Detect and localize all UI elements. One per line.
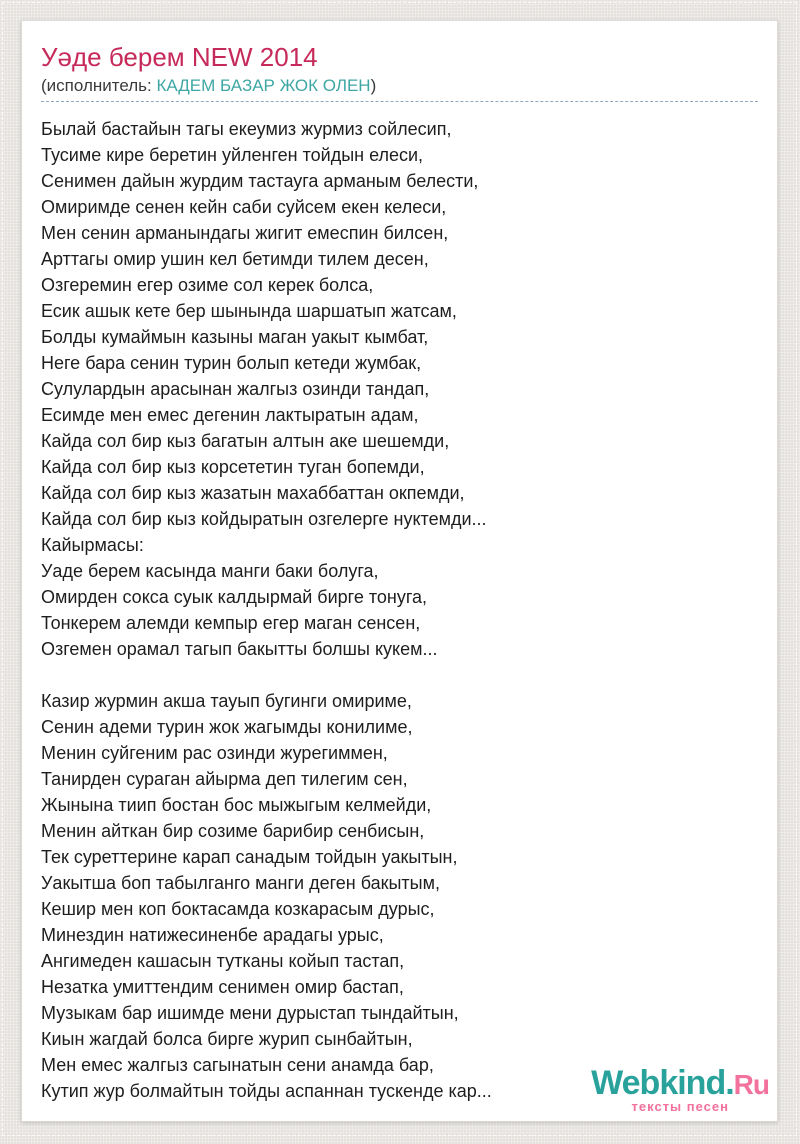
lyric-line: Кайда сол бир кыз жазатын махаббаттан окпемди, [41,483,465,503]
lyric-line: Казир журмин акша тауып бугинги омириме, [41,691,412,711]
lyric-line: Кайда сол бир кыз корсететин туган бопемди, [41,457,425,477]
lyric-line: Сулулардын арасынан жалгыз озинди тандап, [41,379,430,399]
lyric-line [41,662,758,688]
lyric-line: Омирден сокса суык калдырмай бирге тонуга, [41,587,428,607]
lyric-line: Менин суйгеним рас озинди журегиммен, [41,743,388,763]
lyric-line: Мен емес жалгыз сагынатын сени анамда бар, [41,1055,434,1075]
lyric-line: Озгемен орамал тагып бакытты болшы кукем... [41,639,438,659]
lyric-line: Кешир мен коп боктасамда козкарасым дурыс, [41,899,435,919]
lyric-line: Киын жагдай болса бирге журип сынбайтын, [41,1029,413,1049]
lyric-line: Кайда сол бир кыз койдыратын озгелерге нуктемди... [41,509,487,529]
webkind-logo[interactable] [591,1066,769,1113]
lyric-line: Арттагы омир ушин кел бетимди тилем десен, [41,249,429,269]
artist-label-suffix: ) [370,76,377,95]
webkind-logo-wordmark [591,1066,769,1102]
lyric-line: Музыкам бар ишимде мени дурыстап тындайтын, [41,1003,459,1023]
lyric-line: Сенимен дайын журдим тастауга арманым белести, [41,171,479,191]
lyric-line: Тек суреттерине карап санадым тойдын уакытын, [41,847,458,867]
lyric-line: Танирден сураган айырма деп тилегим сен, [41,769,408,789]
lyric-line: Менин айткан бир созиме барибир сенбисын, [41,821,425,841]
lyric-line: Жынына тиип бостан бос мыжыгым келмейди, [41,795,432,815]
lyric-line: Уаде берем касында манги баки болуга, [41,561,379,581]
lyrics-text [41,116,758,1104]
lyric-line: Кайда сол бир кыз багатын алтын аке шешемди, [41,431,450,451]
lyric-line: Ангимеден кашасын тутканы койып тастап, [41,951,405,971]
lyric-line: Омиримде сенен кейн саби суйсем екен келеси, [41,197,447,217]
lyric-line: Уакытша боп табылганго манги деген бакытым, [41,873,440,893]
webkind-logo-tagline: тексты песен [631,1099,729,1114]
lyric-line: Былай бастайын тагы екеумиз журмиз сойлесип, [41,119,452,139]
page-title: Уәде берем NEW 2014 [41,42,318,72]
lyric-line: Болды кумаймын казыны маган уакыт кымбат, [41,327,429,347]
artist-line [41,75,758,96]
logo-tld: Ru [733,1069,769,1100]
lyric-line: Тонкерем алемди кемпыр егер маган сенсен, [41,613,421,633]
lyric-line: Тусиме кире беретин уйленген тойдын елеси, [41,145,424,165]
lyric-line: Кайырмасы: [41,535,144,555]
lyric-line: Есимде мен емес дегенин лактыратын адам, [41,405,419,425]
lyric-line: Есик ашык кете бер шынында шаршатып жатсам, [41,301,457,321]
lyric-line: Озгеремин егер озиме сол керек болса, [41,275,374,295]
logo-dot: . [725,1064,734,1102]
artist-label-prefix: (исполнитель: [41,76,157,95]
lyric-line: Неге бара сенин турин болып кетеди жумбак, [41,353,422,373]
lyric-line: Минездин натижесиненбе арадагы урыс, [41,925,384,945]
logo-main-text: Webkind [591,1064,726,1102]
artist-link[interactable]: КАДЕМ БАЗАР ЖОК ОЛЕН [156,76,371,95]
dashed-separator [41,101,758,102]
lyric-line: Незатка умиттендим сенимен омир бастап, [41,977,404,997]
lyric-line: Мен сенин арманындагы жигит емеспин билсен, [41,223,449,243]
lyric-line: Сенин адеми турин жок жагымды конилиме, [41,717,413,737]
lyrics-card [21,20,778,1122]
lyric-line: Кутип жур болмайтын тойды аспаннан тускенде кар... [41,1081,492,1101]
